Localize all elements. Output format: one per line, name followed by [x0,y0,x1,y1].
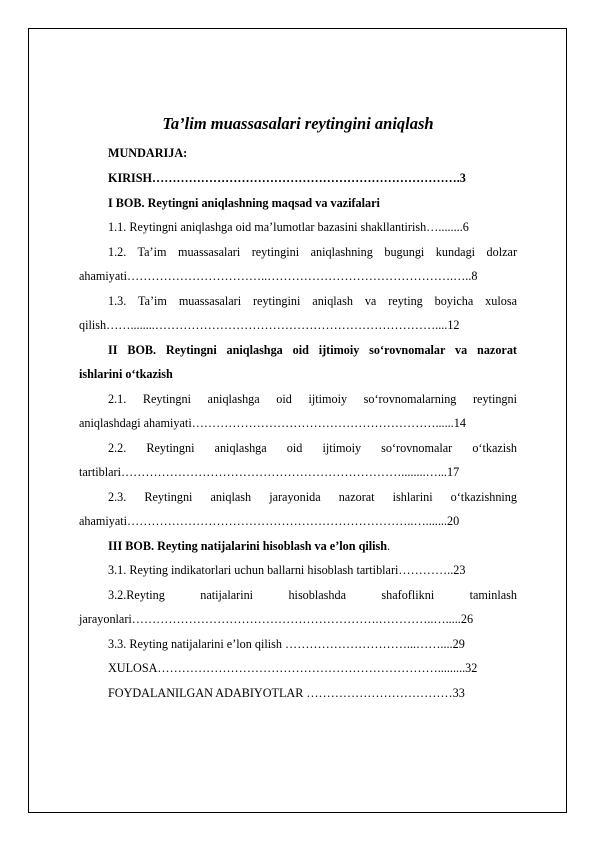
toc-entry-2-1-line1: 2.1. Reytingni aniqlashga oid ijtimoiy so‘rovnomalarning reytingni [108,392,517,406]
toc-entry-1-2-line2: ahamiyati……………………………..……………………………………….…..8 [79,269,478,283]
toc-entry-2-2-line1: 2.2. Reytingni aniqlashga oid ijtimoiy so‘rovnomalar o‘tkazish [108,441,517,455]
toc-entry-1-3-line2: qilish……........……………………………………………………………....12 [79,318,460,332]
toc-entry-3-2-line2: jarayonlari…………………………………………………….…………..….....26 [79,612,474,626]
toc-chapter-2-line2: ishlarini o‘tkazish [79,367,173,381]
toc-entry-3-2-line1: 3.2.Reyting natijalarini hisoblashda shafoflikni taminlash [108,588,517,602]
toc-entry-kirish: KIRISH………………………………………………………………….3 [108,171,466,185]
toc-chapter-2-line1: II BOB. Reytingni aniqlashga oid ijtimoiy so‘rovnomalar va nazorat [108,343,517,357]
toc-entry-adabiyotlar: FOYDALANILGAN ADABIYOTLAR ………………………………33 [108,686,465,700]
toc-entry-xulosa: XULOSA…………………………………………………………….........32 [108,661,478,675]
toc-entry-2-3-line1: 2.3. Reytingni aniqlash jarayonida nazorat ishlarini o‘tkazishning [108,490,517,504]
toc-entry-1-2-line1: 1.2. Ta’im muassasalari reytingini aniqlashning bugungi kundagi dolzar [108,245,517,259]
toc-chapter-3-period: . [387,539,391,553]
toc-heading: MUNDARIJA: [108,146,188,160]
toc-entry-3-3: 3.3. Reyting natijalarini e’lon qilish …………………………...……....29 [108,637,465,651]
toc-entry-2-3-line2: ahamiyati……………………………………………………………..….......20 [79,514,460,528]
toc-entry-1-3-line1: 1.3. Ta’im muassasalari reytingini aniqlash va reyting boyicha xulosa [108,294,517,308]
toc-chapter-3 [108,539,390,554]
toc-chapter-3-text: III BOB. Reyting natijalarini hisoblash va e’lon qilish [108,539,388,553]
toc-entry-1-1: 1.1. Reytingni aniqlashga oid ma’lumotlar bazasini shakllantirish…........6 [108,220,469,234]
toc-entry-2-2-line2: tartiblari……………………………………………………………........…...17 [79,465,460,479]
toc-entry-3-1: 3.1. Reyting indikatorlari uchun ballarni hisoblash tartiblari…………..23 [108,563,466,577]
toc-chapter-1: I BOB. Reytingni aniqlashning maqsad va vazifalari [108,196,380,210]
toc-entry-2-1-line2: aniqlashdagi ahamiyati……………………………………………………......14 [79,416,466,430]
document-title: Ta’lim muassasalari reytingini aniqlash [162,114,434,133]
